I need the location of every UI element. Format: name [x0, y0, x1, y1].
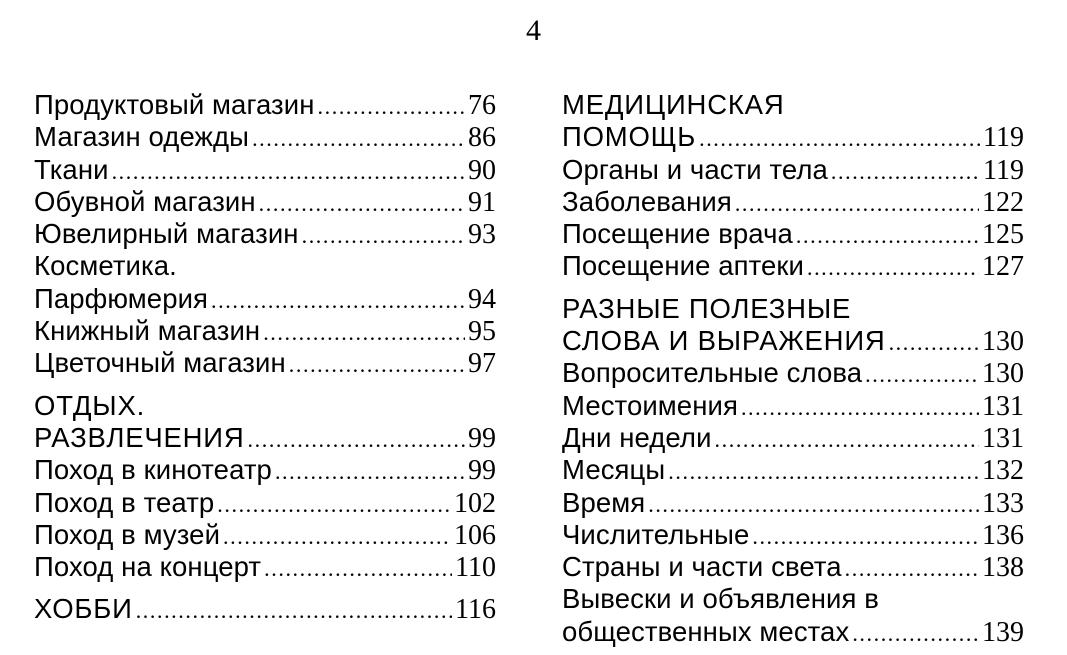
leader-dots	[741, 392, 979, 424]
section-heading	[562, 89, 1024, 121]
toc-entry-page: 136	[982, 519, 1024, 551]
section-heading	[562, 121, 1024, 153]
toc-left-column	[34, 89, 496, 626]
toc-entry-page: 106	[454, 519, 496, 551]
toc-entry-page: 90	[468, 154, 496, 186]
leader-dots	[302, 220, 465, 252]
toc-entry-page: 122	[982, 186, 1024, 218]
section-heading-title: СЛОВА И ВЫРАЖЕНИЯ	[562, 325, 886, 357]
toc-entry-title: Поход в театр	[34, 486, 215, 518]
section-heading-title: ХОББИ	[34, 593, 133, 625]
section-heading	[34, 593, 496, 625]
toc-entry	[562, 357, 1024, 389]
toc-entry-title: Числительные	[562, 518, 750, 550]
leader-dots	[318, 91, 465, 123]
toc-entry-page: 86	[468, 122, 496, 154]
leader-dots	[289, 349, 465, 381]
toc-entry-title: Органы и части тела	[562, 153, 828, 185]
toc-entry	[34, 283, 496, 315]
toc-entry-page: 94	[468, 283, 496, 315]
toc-entry-page: 102	[454, 487, 496, 519]
toc-entry-page: 119	[983, 154, 1024, 186]
leader-dots	[845, 553, 979, 585]
toc-entry-continued	[34, 250, 496, 282]
section-heading-title: РАЗВЛЕЧЕНИЯ	[34, 421, 245, 453]
toc-entry-title: Продуктовый магазин	[34, 89, 315, 120]
toc-entry-page: 110	[455, 552, 496, 584]
leader-dots	[275, 456, 465, 488]
toc-entry-title: Поход в музей	[34, 518, 221, 550]
toc-entry	[562, 422, 1024, 454]
leader-dots	[211, 285, 465, 317]
leader-dots	[889, 327, 979, 359]
leader-dots	[264, 553, 452, 585]
toc-entry-continued	[562, 583, 1024, 615]
toc-entry-page: 133	[982, 487, 1024, 519]
toc-entry	[562, 218, 1024, 250]
toc-entry	[34, 89, 496, 121]
leader-dots	[217, 489, 451, 521]
toc-entry-title: Поход в кинотеатр	[34, 454, 272, 486]
leader-dots	[223, 521, 451, 553]
toc-entry	[562, 616, 1024, 648]
toc-right-column	[562, 89, 1024, 648]
toc-entry	[562, 454, 1024, 486]
toc-entry-title: Обувной магазин	[34, 185, 256, 217]
toc-entry-title: общественных местах	[562, 615, 850, 647]
leader-dots	[852, 618, 979, 650]
toc-entry-page: 127	[982, 251, 1024, 283]
toc-entry-title: Дни недели	[562, 421, 712, 453]
section-heading-title: ПОМОЩЬ	[562, 121, 697, 153]
section-heading-title: РАЗНЫЕ ПОЛЕЗНЫЕ	[562, 292, 852, 324]
toc-entry	[34, 121, 496, 153]
toc-entry-page: 97	[468, 348, 496, 380]
leader-dots	[136, 595, 452, 627]
leader-dots	[112, 156, 465, 188]
page-number: 4	[526, 14, 541, 47]
section-heading	[34, 390, 496, 422]
leader-dots	[715, 424, 979, 456]
section-heading	[34, 422, 496, 454]
toc-entry	[562, 551, 1024, 583]
toc-entry-page: 131	[982, 422, 1024, 454]
toc-entry-title: Местоимения	[562, 389, 738, 421]
toc-entry-page: 95	[468, 316, 496, 348]
toc-entry	[34, 454, 496, 486]
leader-dots	[252, 123, 465, 155]
leader-dots	[259, 188, 465, 220]
leader-dots	[735, 188, 979, 220]
toc-entry-page: 91	[468, 186, 496, 218]
toc-entry-title: Месяцы	[562, 454, 666, 486]
toc-entry	[34, 218, 496, 250]
toc-entry-page: 138	[982, 552, 1024, 584]
toc-entry	[562, 519, 1024, 551]
toc-entry-title: Посещение врача	[562, 218, 793, 250]
toc-entry-title: Магазин одежды	[34, 121, 250, 153]
leader-dots	[263, 317, 465, 349]
toc-entry-title: Вопросительные слова	[562, 357, 863, 389]
toc-entry-page: 139	[982, 616, 1024, 648]
section-heading	[562, 293, 1024, 325]
toc-entry-page: 131	[982, 390, 1024, 422]
leader-dots	[699, 123, 980, 155]
toc-entry	[34, 154, 496, 186]
toc-entry-title: Посещение аптеки	[562, 250, 804, 282]
leader-dots	[865, 359, 979, 391]
toc-entry-title: Ткани	[34, 153, 109, 185]
leader-dots	[796, 220, 979, 252]
toc-entry	[562, 487, 1024, 519]
leader-dots	[648, 489, 979, 521]
toc-entry-page: 99	[468, 455, 496, 487]
section-heading-title: МЕДИЦИНСКАЯ	[562, 89, 785, 120]
section-heading	[562, 325, 1024, 357]
toc-entry	[34, 315, 496, 347]
toc-entry-title: Время	[562, 486, 646, 518]
section-heading-page: 99	[468, 422, 496, 454]
toc-entry	[34, 347, 496, 379]
toc-entry-page: 130	[982, 358, 1024, 390]
toc-entry-title: Страны и части света	[562, 551, 842, 583]
toc-entry-title: Поход на концерт	[34, 551, 262, 583]
section-heading-page: 119	[983, 122, 1024, 154]
leader-dots	[668, 456, 979, 488]
toc-entry	[34, 186, 496, 218]
leader-dots	[831, 156, 980, 188]
toc-entry-title: Ювелирный магазин	[34, 218, 299, 250]
leader-dots	[807, 252, 979, 284]
section-heading-title: ОТДЫХ.	[34, 389, 146, 421]
section-heading-page: 130	[982, 326, 1024, 358]
toc-entry-title: Вывески и объявления в	[562, 583, 879, 615]
toc-entry	[34, 519, 496, 551]
toc-entry-title: Заболевания	[562, 185, 732, 217]
toc-entry-page: 76	[468, 90, 496, 121]
toc-entry-title: Парфюмерия	[34, 282, 209, 314]
leader-dots	[248, 424, 465, 456]
toc-entry	[562, 154, 1024, 186]
toc-entry	[562, 390, 1024, 422]
toc-entry-title: Косметика.	[34, 250, 177, 282]
toc-entry	[34, 487, 496, 519]
leader-dots	[752, 521, 979, 553]
toc-entry-page: 132	[982, 455, 1024, 487]
toc-entry	[562, 186, 1024, 218]
section-heading-page: 116	[455, 594, 496, 626]
toc-entry-title: Цветочный магазин	[34, 347, 286, 379]
toc-entry-page: 93	[468, 219, 496, 251]
toc-entry	[562, 250, 1024, 282]
toc-entry-title: Книжный магазин	[34, 315, 261, 347]
toc-entry	[34, 551, 496, 583]
toc-entry-page: 125	[982, 219, 1024, 251]
